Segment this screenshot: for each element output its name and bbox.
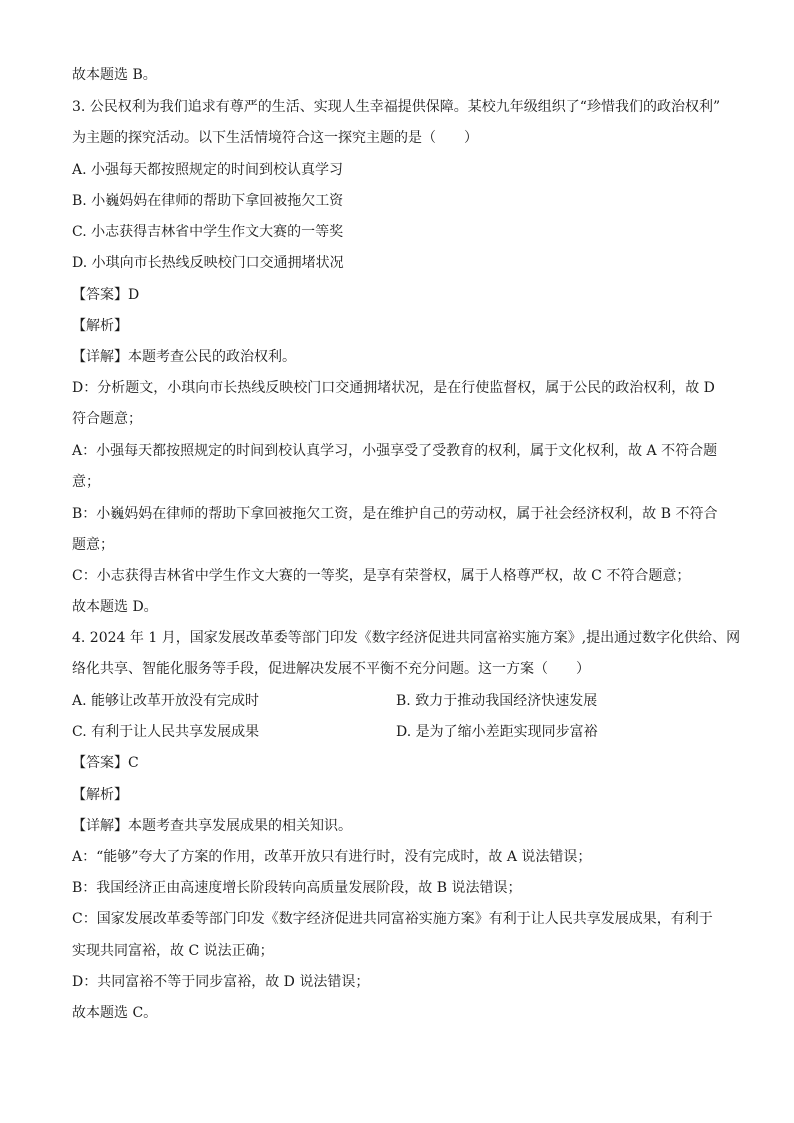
q4-option-d: D. 是为了缩小差距实现同步富裕	[396, 724, 598, 740]
q4-answer: 【答案】C	[72, 755, 139, 771]
q3-analysis-label: 【解析】	[72, 318, 128, 334]
q3-explanation-b-line-1: B：小巍妈妈在律师的帮助下拿回被拖欠工资，是在维护自己的劳动权，属于社会经济权利，故 B 不符合	[72, 506, 718, 522]
q3-explanation-d-line-2: 符合题意；	[72, 411, 142, 427]
q4-stem-line-1: 4. 2024 年 1 月，国家发展改革委等部门印发《数字经济促进共同富裕实施方案》,提出通过数字化供给、网	[72, 630, 741, 646]
q3-explanation-a-line-2: 意；	[72, 474, 100, 490]
q4-explanation-a-line-1: A：“能够”夸大了方案的作用，改革开放只有进行时，没有完成时，故 A 说法错误；	[72, 849, 592, 865]
q3-explanation-d-line-1: D：分析题文，小琪向市长热线反映校门口交通拥堵状况，是在行使监督权，属于公民的政治权利，故 D	[72, 380, 715, 396]
q4-explanation-c-line-1: C：国家发展改革委等部门印发《数字经济促进共同富裕实施方案》有利于让人民共享发展成果，有利于	[72, 911, 713, 927]
q3-conclusion: 故本题选 D。	[72, 599, 158, 615]
q4-explanation-b-line-1: B：我国经济正由高速度增长阶段转向高质量发展阶段，故 B 说法错误；	[72, 880, 522, 896]
q3-explanation-c-line-1: C：小志获得吉林省中学生作文大赛的一等奖，是享有荣誉权，属于人格尊严权，故 C 不符合题意；	[72, 568, 691, 584]
q3-option-b: B. 小巍妈妈在律师的帮助下拿回被拖欠工资	[72, 193, 344, 209]
q4-conclusion: 故本题选 C。	[72, 1005, 158, 1021]
q3-explanation-b-line-2: 题意；	[72, 537, 114, 553]
q3-detail-heading: 【详解】本题考查公民的政治权利。	[72, 349, 296, 365]
q4-detail-heading: 【详解】本题考查共享发展成果的相关知识。	[72, 818, 352, 834]
q3-stem-line-1: 3. 公民权利为我们追求有尊严的生活、实现人生幸福提供保障。某校九年级组织了“珍惜我们的政治权利”	[72, 99, 721, 115]
q3-stem-line-2: 为主题的探究活动。以下生活情境符合这一探究主题的是（ ）	[72, 130, 478, 146]
q3-option-a: A. 小强每天都按照规定的时间到校认真学习	[72, 162, 344, 178]
q3-answer: 【答案】D	[72, 287, 140, 303]
q3-explanation-a-line-1: A：小强每天都按照规定的时间到校认真学习，小强享受了受教育的权利，属于文化权利，故 A 不符合题	[72, 443, 718, 459]
prev-question-conclusion: 故本题选 B。	[72, 67, 157, 83]
q4-stem-line-2: 络化共享、智能化服务等手段，促进解决发展不平衡不充分问题。这一方案（ ）	[72, 661, 590, 677]
q3-option-c: C. 小志获得吉林省中学生作文大赛的一等奖	[72, 224, 344, 240]
q4-option-b: B. 致力于推动我国经济快速发展	[396, 693, 598, 709]
q4-explanation-c-line-2: 实现共同富裕，故 C 说法正确；	[72, 943, 274, 959]
q4-option-a: A. 能够让改革开放没有完成时	[72, 693, 260, 709]
q3-option-d: D. 小琪向市长热线反映校门口交通拥堵状况	[72, 255, 344, 271]
q4-explanation-d-line-1: D：共同富裕不等于同步富裕，故 D 说法错误；	[72, 974, 370, 990]
q4-analysis-label: 【解析】	[72, 787, 128, 803]
q4-option-c: C. 有利于让人民共享发展成果	[72, 724, 260, 740]
